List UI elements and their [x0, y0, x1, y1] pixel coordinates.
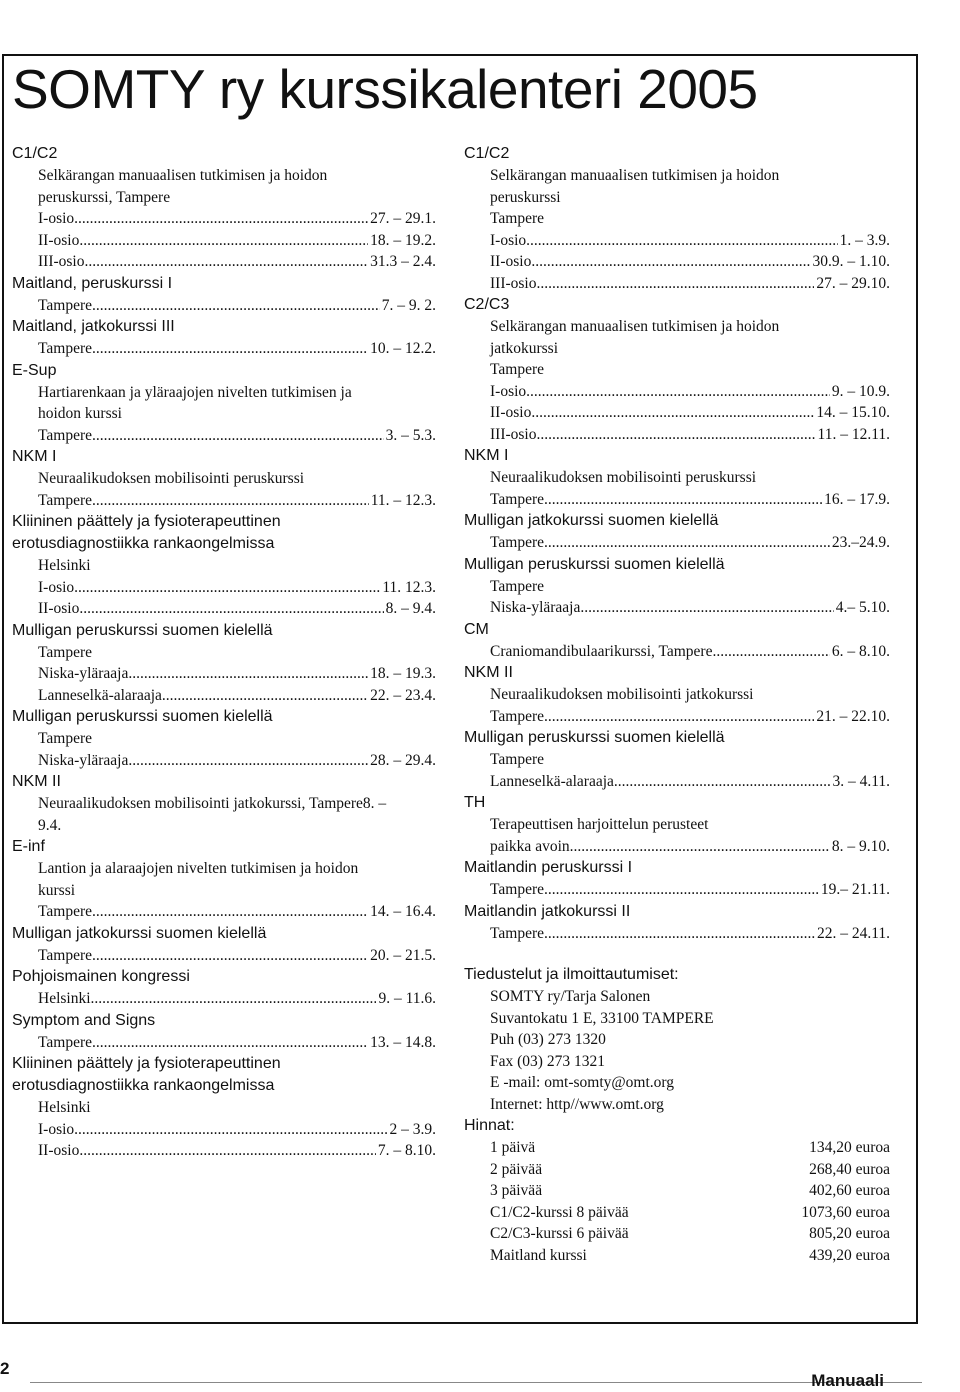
course-text: Helsinki [38, 557, 91, 574]
dot-leader [128, 663, 368, 685]
course-text: Tampere [38, 643, 92, 661]
price-label: 2 päivää [490, 1160, 543, 1178]
price-value: 134,20 euroa [809, 1139, 890, 1156]
course-text: kurssi [38, 881, 76, 899]
row-date: 16. – 17.9. [824, 490, 890, 508]
course-text: Neuraalikudoksen mobilisointi peruskurssi [38, 470, 305, 487]
course-date-row [464, 230, 890, 252]
price-value: 1073,60 euroa [801, 1203, 890, 1221]
row-label: III-osio [490, 274, 537, 292]
course-heading: Maitland, peruskurssi I [12, 274, 173, 292]
dot-leader [537, 273, 815, 295]
right-column [464, 143, 890, 1266]
course-date-row [464, 641, 890, 663]
course-date-row [12, 988, 436, 1010]
course-date-row [464, 836, 890, 858]
price-row [464, 1245, 890, 1267]
dot-leader [537, 424, 816, 446]
course-heading: C2/C3 [464, 296, 510, 313]
course-heading: Mulligan peruskurssi suomen kielellä [464, 729, 725, 746]
course-heading: Mulligan jatkokurssi suomen kielellä [12, 924, 267, 942]
row-date: 11. – 12.11. [817, 425, 890, 443]
course-date-row [12, 1119, 436, 1141]
course-date-row [12, 945, 436, 967]
dot-leader [580, 597, 833, 619]
row-date: 20. – 21.5. [370, 946, 436, 964]
row-date: 14. – 16.4. [370, 903, 436, 920]
price-label: C2/C3-kurssi 6 päivää [490, 1225, 629, 1242]
dot-leader [92, 425, 384, 447]
course-text: Tampere [490, 577, 544, 595]
course-text: Terapeuttisen harjoittelun perusteet [490, 816, 709, 833]
row-date: 21. – 22.10. [816, 707, 890, 725]
course-heading: NKM I [464, 447, 509, 464]
course-date-row [464, 706, 890, 728]
course-date-row [12, 685, 436, 707]
course-text: hoidon kurssi [38, 405, 122, 422]
row-label: II-osio [38, 1142, 80, 1159]
dot-leader [570, 836, 830, 858]
course-date-row [12, 577, 436, 599]
course-date-row [12, 208, 436, 230]
course-text: Suvantokatu 1 E, 33100 TAMPERE [490, 1009, 714, 1027]
course-date-row [12, 598, 436, 620]
row-date: 22. – 24.11. [816, 924, 890, 942]
course-heading: E-Sup [12, 361, 57, 379]
dot-leader [92, 338, 368, 360]
row-label: III-osio [38, 253, 85, 270]
row-date: 22. – 23.4. [370, 686, 436, 704]
dot-leader [531, 402, 814, 424]
course-date-row [12, 1032, 436, 1054]
course-heading: TH [464, 794, 486, 811]
dot-leader [74, 577, 380, 599]
row-label: Helsinki [38, 990, 91, 1007]
course-date-row [12, 230, 436, 252]
course-heading: erotusdiagnostiikka rankaongelmissa [12, 1077, 275, 1094]
row-label: Tampere [490, 924, 544, 942]
course-heading: Mulligan peruskurssi suomen kielellä [12, 708, 273, 725]
row-date: 3. – 4.11. [832, 772, 890, 790]
course-heading: C1/C2 [464, 145, 510, 162]
course-date-row [12, 750, 436, 772]
row-label: Tampere [38, 903, 92, 920]
row-label: Niska-yläraaja [490, 599, 581, 616]
course-heading: C1/C2 [12, 145, 58, 162]
price-row [464, 1180, 890, 1202]
footer-rule [30, 1382, 922, 1383]
row-date: 27. – 29.1. [370, 210, 436, 227]
course-date-row [464, 381, 890, 403]
course-date-row [12, 663, 436, 685]
course-heading: Kliininen päättely ja fysioterapeuttinen [12, 1055, 281, 1072]
row-date: 30.9. – 1.10. [812, 253, 890, 270]
dot-leader [91, 988, 377, 1010]
price-label: 3 päivää [490, 1182, 543, 1199]
row-date: 1. – 3.9. [839, 231, 890, 249]
course-heading: Maitlandin jatkokurssi II [464, 902, 631, 920]
course-date-row [464, 424, 890, 446]
row-label: I-osio [38, 210, 75, 227]
course-date-row [464, 597, 890, 619]
row-date: 2 – 3.9. [389, 1120, 436, 1138]
dot-leader [128, 750, 368, 772]
course-text: E -mail: omt-somty@omt.org [490, 1074, 675, 1091]
dot-leader [531, 251, 810, 273]
row-label: Tampere [38, 426, 92, 444]
row-date: 13. – 14.8. [370, 1033, 436, 1051]
dot-leader [544, 923, 815, 945]
row-label: Tampere [490, 707, 544, 725]
magazine-name: Manuaali [811, 1371, 884, 1390]
course-heading: Hinnat: [464, 1117, 515, 1134]
course-date-row [12, 1140, 436, 1162]
dot-leader [544, 706, 814, 728]
course-text: peruskurssi, Tampere [38, 188, 171, 206]
course-date-row [12, 338, 436, 360]
course-date-row [464, 532, 890, 554]
course-text: Selkärangan manuaalisen tutkimisen ja hoidon [38, 167, 328, 184]
dot-leader [526, 230, 837, 252]
page-number: 2 [0, 1359, 10, 1378]
course-date-row [12, 251, 436, 273]
dot-leader [544, 532, 830, 554]
row-label: I-osio [38, 1120, 75, 1138]
row-date: 7. – 8.10. [377, 1142, 436, 1159]
row-label: Tampere [490, 881, 544, 898]
dot-leader [544, 879, 819, 901]
row-date: 7. – 9. 2. [381, 296, 436, 314]
dot-leader [79, 598, 383, 620]
course-date-row [12, 901, 436, 923]
price-label: Maitland kurssi [490, 1246, 587, 1264]
course-date-row [12, 295, 436, 317]
row-date: 4.– 5.10. [835, 599, 890, 616]
course-text: Tampere [490, 210, 544, 227]
row-label: Niska-yläraaja [38, 751, 129, 769]
price-value: 439,20 euroa [809, 1246, 890, 1264]
dot-leader [85, 251, 369, 273]
row-date: 14. – 15.10. [816, 404, 890, 421]
dot-leader [92, 1032, 368, 1054]
row-date: 28. – 29.4. [370, 751, 436, 769]
course-date-row [464, 273, 890, 295]
course-text: Neuraalikudoksen mobilisointi jatkokurssi [490, 686, 754, 703]
course-text: Neuraalikudoksen mobilisointi peruskurssi [490, 469, 757, 486]
row-date: 18. – 19.3. [370, 665, 436, 682]
row-label: I-osio [490, 231, 527, 249]
price-value: 402,60 euroa [809, 1182, 890, 1199]
price-row [464, 1202, 890, 1224]
dot-leader [92, 490, 369, 512]
dot-leader [544, 489, 822, 511]
row-label: Lanneselkä-alaraaja [38, 686, 162, 704]
row-date: 9. – 11.6. [378, 990, 436, 1007]
row-label: Tampere [38, 296, 92, 314]
course-heading: Mulligan peruskurssi suomen kielellä [12, 621, 273, 639]
course-heading: erotusdiagnostiikka rankaongelmissa [12, 535, 275, 552]
dot-leader [92, 945, 368, 967]
course-heading: Maitlandin peruskurssi I [464, 859, 633, 876]
row-label: Craniomandibulaarikurssi, Tampere [490, 642, 713, 660]
course-date-row [464, 489, 890, 511]
price-row [464, 1159, 890, 1181]
course-heading: Mulligan jatkokurssi suomen kielellä [464, 512, 719, 529]
row-date: 8. – 9.10. [831, 837, 890, 855]
spacer [464, 944, 890, 964]
dot-leader [162, 685, 368, 707]
dot-leader [74, 208, 368, 230]
row-label: Lanneselkä-alaraaja [490, 772, 614, 790]
row-label: Tampere [38, 340, 92, 357]
course-date-row [12, 490, 436, 512]
row-label: I-osio [38, 578, 75, 596]
row-date: 8. – 9.4. [385, 600, 436, 617]
row-date: 11. 12.3. [382, 578, 436, 596]
course-heading: CM [464, 620, 489, 638]
row-label: paikka avoin [490, 837, 570, 855]
row-label: Tampere [38, 1033, 92, 1051]
row-label: II-osio [38, 600, 80, 617]
row-date: 3. – 5.3. [385, 426, 436, 444]
course-heading: Pohjoismainen kongressi [12, 968, 190, 985]
price-value: 805,20 euroa [809, 1225, 890, 1242]
course-heading: NKM II [464, 664, 513, 681]
course-heading: Maitland, jatkokurssi III [12, 318, 175, 335]
course-text: Tampere [490, 361, 544, 378]
price-label: 1 päivä [490, 1139, 536, 1156]
dot-leader [712, 641, 829, 663]
row-date: 31.3 – 2.4. [370, 253, 436, 270]
row-label: I-osio [490, 382, 527, 400]
row-date: 19.– 21.11. [820, 881, 890, 898]
row-label: Niska-yläraaja [38, 665, 129, 682]
course-text: Tampere [490, 751, 544, 768]
dot-leader [92, 295, 380, 317]
row-label: II-osio [38, 231, 80, 249]
course-text: Selkärangan manuaalisen tutkimisen ja hoidon [490, 167, 780, 184]
price-value: 268,40 euroa [809, 1160, 890, 1178]
row-label: II-osio [490, 404, 532, 421]
course-heading: NKM II [12, 773, 61, 790]
row-date: 11. – 12.3. [370, 491, 436, 509]
course-heading: Mulligan peruskurssi suomen kielellä [464, 555, 725, 573]
course-text: Helsinki [38, 1099, 91, 1116]
row-date: 9. – 10.9. [831, 382, 890, 400]
course-text: Tampere [38, 730, 92, 747]
course-heading: E-inf [12, 838, 45, 855]
course-text: jatkokurssi [490, 339, 559, 357]
page-title: SOMTY ry kurssikalenteri 2005 [12, 58, 758, 120]
dot-leader [79, 1140, 376, 1162]
course-date-row [464, 879, 890, 901]
row-date: 10. – 12.2. [370, 340, 436, 357]
row-label: Tampere [38, 946, 92, 964]
course-text: Neuraalikudoksen mobilisointi jatkokurssi, Tampere8. – [38, 795, 387, 812]
dot-leader [526, 381, 830, 403]
course-text: Fax (03) 273 1321 [490, 1052, 605, 1070]
course-heading: Tiedustelut ja ilmoittautumiset: [464, 966, 679, 983]
row-label: Tampere [490, 490, 544, 508]
row-date: 23.–24.9. [831, 534, 890, 551]
row-label: II-osio [490, 253, 532, 270]
course-text: Lantion ja alaraajojen nivelten tutkimisen ja hoidon [38, 860, 359, 877]
course-text: Puh (03) 273 1320 [490, 1031, 606, 1048]
course-date-row [464, 402, 890, 424]
price-row [464, 1223, 890, 1245]
course-heading: NKM I [12, 448, 57, 465]
course-heading: Kliininen päättely ja fysioterapeuttinen [12, 513, 281, 530]
course-text: Internet: http//www.omt.org [490, 1095, 664, 1113]
course-date-row [464, 251, 890, 273]
dot-leader [92, 901, 368, 923]
row-label: Tampere [38, 491, 92, 509]
course-text: 9.4. [38, 816, 62, 834]
row-date: 27. – 29.10. [816, 274, 890, 292]
dot-leader [79, 230, 368, 252]
course-heading: Symptom and Signs [12, 1011, 156, 1029]
price-label: C1/C2-kurssi 8 päivää [490, 1203, 629, 1221]
course-date-row [464, 923, 890, 945]
price-row [464, 1137, 890, 1159]
row-date: 18. – 19.2. [370, 231, 436, 249]
row-label: III-osio [490, 425, 537, 443]
course-date-row [12, 425, 436, 447]
course-text: Selkärangan manuaalisen tutkimisen ja hoidon [490, 318, 780, 335]
left-column [12, 143, 436, 1162]
row-date: 6. – 8.10. [831, 642, 890, 660]
row-label: Tampere [490, 534, 544, 551]
course-text: peruskurssi [490, 188, 561, 206]
course-text: SOMTY ry/Tarja Salonen [490, 988, 651, 1005]
dot-leader [74, 1119, 387, 1141]
course-date-row [464, 771, 890, 793]
course-text: Hartiarenkaan ja yläraajojen nivelten tutkimisen ja [38, 383, 352, 401]
dot-leader [614, 771, 831, 793]
